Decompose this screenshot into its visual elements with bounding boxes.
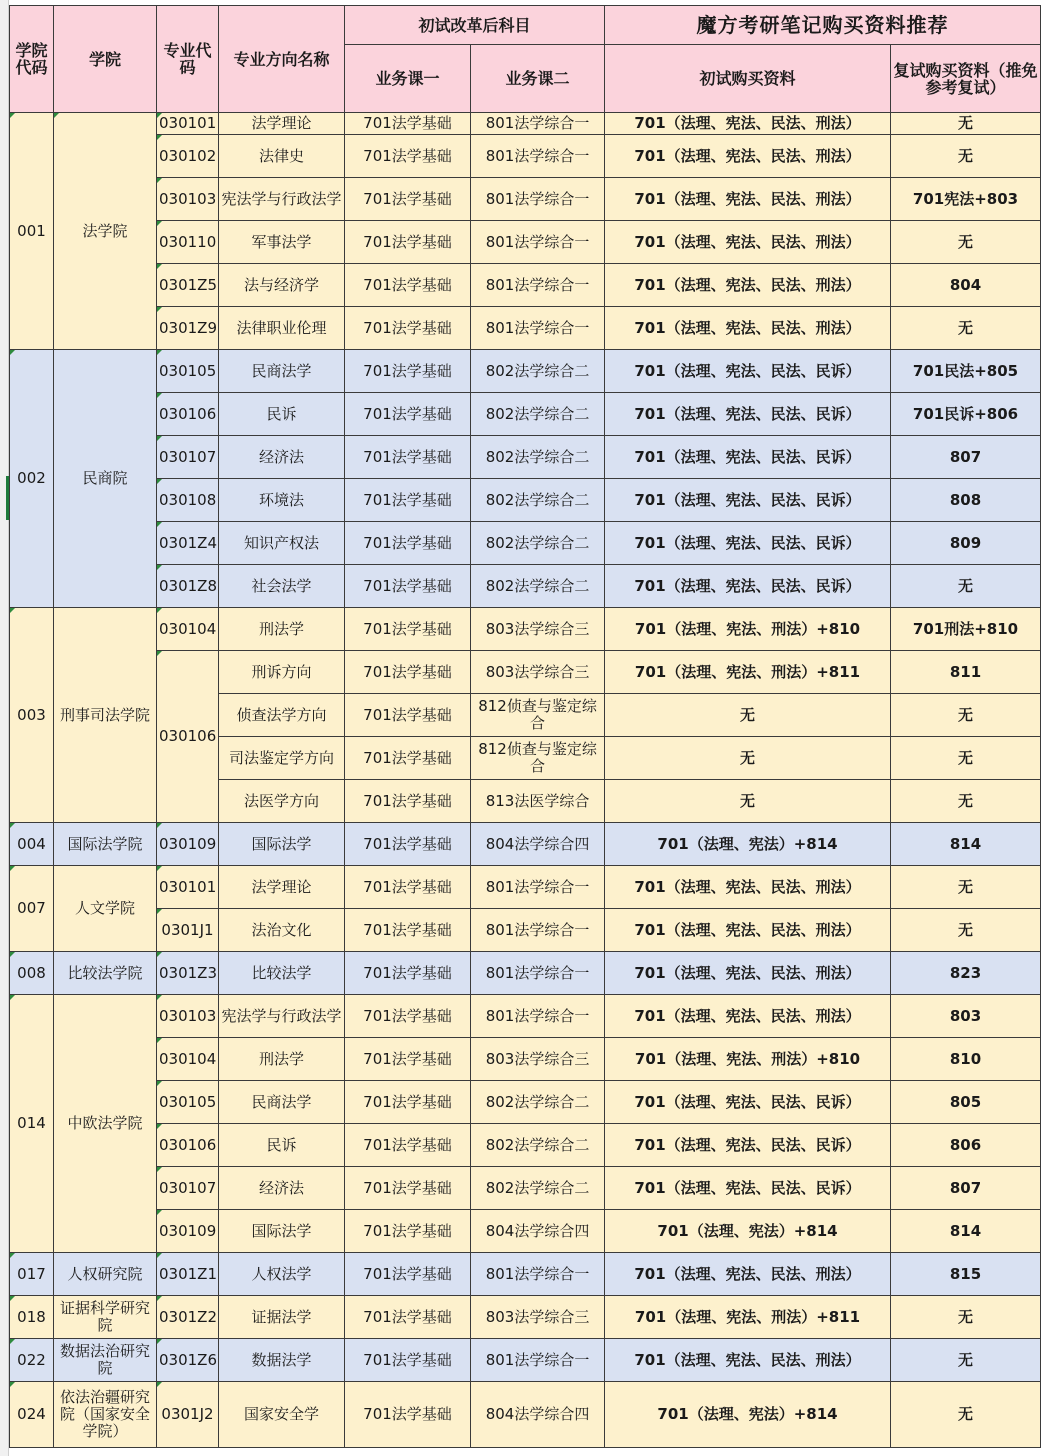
- prelim-cell[interactable]: 无: [605, 780, 891, 823]
- table-row: [10, 393, 1041, 436]
- course1-cell[interactable]: 701法学基础: [345, 1253, 471, 1296]
- major-code-cell[interactable]: 030103: [157, 178, 219, 221]
- major-code-cell[interactable]: 030106: [157, 1124, 219, 1167]
- retest-cell[interactable]: 无: [891, 221, 1041, 264]
- retest-cell[interactable]: 701刑法+810: [891, 608, 1041, 651]
- prelim-cell[interactable]: 701（法理、宪法、民法、刑法）: [605, 221, 891, 264]
- materials-table: [9, 5, 1041, 1448]
- college-name-cell[interactable]: 中欧法学院: [54, 995, 157, 1253]
- major-code-cell[interactable]: 030101: [157, 866, 219, 909]
- college-code-cell[interactable]: 008: [10, 952, 54, 995]
- major-name-cell[interactable]: 国际法学: [219, 823, 345, 866]
- retest-cell[interactable]: 无: [891, 737, 1041, 780]
- header-major-code: 专业代码: [157, 6, 219, 113]
- major-code-cell[interactable]: 0301Z6: [157, 1339, 219, 1382]
- college-code-cell[interactable]: 001: [10, 113, 54, 350]
- prelim-cell[interactable]: 701（法理、宪法）+814: [605, 1210, 891, 1253]
- header-college: 学院: [54, 6, 157, 113]
- table-row: [10, 436, 1041, 479]
- header-course1: 业务课一: [345, 45, 471, 113]
- course2-cell[interactable]: 803法学综合三: [471, 1038, 605, 1081]
- retest-cell[interactable]: 701民诉+806: [891, 393, 1041, 436]
- course2-cell[interactable]: 802法学综合二: [471, 1167, 605, 1210]
- course1-cell[interactable]: 701法学基础: [345, 823, 471, 866]
- major-code-cell[interactable]: 030105: [157, 1081, 219, 1124]
- major-name-cell[interactable]: 侦查法学方向: [219, 694, 345, 737]
- major-name-cell[interactable]: 法学理论: [219, 866, 345, 909]
- major-name-cell[interactable]: 国家安全学: [219, 1382, 345, 1448]
- retest-cell[interactable]: 823: [891, 952, 1041, 995]
- header-prelim-materials: 初试购买资料: [605, 45, 891, 113]
- prelim-cell[interactable]: 701（法理、宪法、民法、刑法）: [605, 866, 891, 909]
- prelim-cell[interactable]: 701（法理、宪法、民法、民诉）: [605, 1124, 891, 1167]
- retest-cell[interactable]: 无: [891, 113, 1041, 135]
- major-code-cell[interactable]: 0301Z1: [157, 1253, 219, 1296]
- table-row: [10, 1038, 1041, 1081]
- retest-cell[interactable]: 无: [891, 694, 1041, 737]
- college-code-cell[interactable]: 017: [10, 1253, 54, 1296]
- course1-cell[interactable]: 701法学基础: [345, 694, 471, 737]
- course1-cell[interactable]: 701法学基础: [345, 1038, 471, 1081]
- retest-cell[interactable]: 无: [891, 1382, 1041, 1448]
- major-code-cell[interactable]: 0301Z9: [157, 307, 219, 350]
- prelim-cell[interactable]: 701（法理、宪法、刑法）+810: [605, 1038, 891, 1081]
- college-code-cell[interactable]: 018: [10, 1296, 54, 1339]
- college-name-cell[interactable]: 依法治疆研究院（国家安全学院）: [54, 1382, 157, 1448]
- course1-cell[interactable]: 701法学基础: [345, 565, 471, 608]
- course1-cell[interactable]: 701法学基础: [345, 436, 471, 479]
- prelim-cell[interactable]: 701（法理、宪法、民法、民诉）: [605, 565, 891, 608]
- spreadsheet: [9, 5, 1041, 1448]
- prelim-cell[interactable]: 701（法理、宪法、民法、刑法）: [605, 178, 891, 221]
- retest-cell[interactable]: 814: [891, 823, 1041, 866]
- retest-cell[interactable]: 无: [891, 565, 1041, 608]
- retest-cell[interactable]: 815: [891, 1253, 1041, 1296]
- major-name-cell[interactable]: 民商法学: [219, 1081, 345, 1124]
- course1-cell[interactable]: 701法学基础: [345, 1296, 471, 1339]
- prelim-cell[interactable]: 无: [605, 737, 891, 780]
- major-code-cell[interactable]: 030105: [157, 350, 219, 393]
- college-code-cell[interactable]: 002: [10, 350, 54, 608]
- course2-cell[interactable]: 803法学综合三: [471, 608, 605, 651]
- course2-cell[interactable]: 812侦查与鉴定综合: [471, 694, 605, 737]
- major-name-cell[interactable]: 刑法学: [219, 608, 345, 651]
- prelim-cell[interactable]: 701（法理、宪法、民法、刑法）: [605, 307, 891, 350]
- major-name-cell[interactable]: 刑法学: [219, 1038, 345, 1081]
- course2-cell[interactable]: 801法学综合一: [471, 995, 605, 1038]
- course1-cell[interactable]: 701法学基础: [345, 995, 471, 1038]
- course2-cell[interactable]: 801法学综合一: [471, 264, 605, 307]
- course2-cell[interactable]: 804法学综合四: [471, 823, 605, 866]
- retest-cell[interactable]: 809: [891, 522, 1041, 565]
- course1-cell[interactable]: 701法学基础: [345, 866, 471, 909]
- major-name-cell[interactable]: 环境法: [219, 479, 345, 522]
- table-row: [10, 823, 1041, 866]
- major-code-cell[interactable]: 030107: [157, 1167, 219, 1210]
- table-row: [10, 1339, 1041, 1382]
- college-name-cell[interactable]: 比较法学院: [54, 952, 157, 995]
- course1-cell[interactable]: 701法学基础: [345, 1081, 471, 1124]
- college-code-cell[interactable]: 022: [10, 1339, 54, 1382]
- table-row: [10, 178, 1041, 221]
- course1-cell[interactable]: 701法学基础: [345, 952, 471, 995]
- table-row: [10, 350, 1041, 393]
- retest-cell[interactable]: 814: [891, 1210, 1041, 1253]
- major-code-cell[interactable]: 030107: [157, 436, 219, 479]
- course2-cell[interactable]: 802法学综合二: [471, 436, 605, 479]
- prelim-cell[interactable]: 701（法理、宪法）+814: [605, 823, 891, 866]
- course2-cell[interactable]: 801法学综合一: [471, 866, 605, 909]
- table-row: [10, 1210, 1041, 1253]
- course1-cell[interactable]: 701法学基础: [345, 307, 471, 350]
- course2-cell[interactable]: 801法学综合一: [471, 952, 605, 995]
- college-name-cell[interactable]: 国际法学院: [54, 823, 157, 866]
- prelim-cell[interactable]: 701（法理、宪法、民法、刑法）: [605, 995, 891, 1038]
- major-code-cell[interactable]: 0301Z2: [157, 1296, 219, 1339]
- major-name-cell[interactable]: 宪法学与行政法学: [219, 178, 345, 221]
- prelim-cell[interactable]: 701（法理、宪法、民法、刑法）: [605, 264, 891, 307]
- retest-cell[interactable]: 803: [891, 995, 1041, 1038]
- prelim-cell[interactable]: 701（法理、宪法）+814: [605, 1382, 891, 1448]
- retest-cell[interactable]: 805: [891, 1081, 1041, 1124]
- college-name-cell[interactable]: 民商院: [54, 350, 157, 608]
- course2-cell[interactable]: 803法学综合三: [471, 1296, 605, 1339]
- major-code-cell[interactable]: 030103: [157, 995, 219, 1038]
- course1-cell[interactable]: 701法学基础: [345, 113, 471, 135]
- college-name-cell[interactable]: 证据科学研究院: [54, 1296, 157, 1339]
- header-retest-materials: 复试购买资料（推免参考复试）: [891, 45, 1041, 113]
- table-row: [10, 1167, 1041, 1210]
- prelim-cell[interactable]: 701（法理、宪法、民法、民诉）: [605, 350, 891, 393]
- retest-cell[interactable]: 无: [891, 1296, 1041, 1339]
- prelim-cell[interactable]: 701（法理、宪法、民法、刑法）: [605, 952, 891, 995]
- table-row: [10, 909, 1041, 952]
- course2-cell[interactable]: 803法学综合三: [471, 651, 605, 694]
- course1-cell[interactable]: 701法学基础: [345, 264, 471, 307]
- retest-cell[interactable]: 701宪法+803: [891, 178, 1041, 221]
- major-code-cell[interactable]: 0301Z3: [157, 952, 219, 995]
- table-row: [10, 522, 1041, 565]
- college-name-cell[interactable]: 人文学院: [54, 866, 157, 952]
- prelim-cell[interactable]: 无: [605, 694, 891, 737]
- course1-cell[interactable]: 701法学基础: [345, 1382, 471, 1448]
- major-code-cell[interactable]: 030109: [157, 823, 219, 866]
- major-name-cell[interactable]: 司法鉴定学方向: [219, 737, 345, 780]
- course1-cell[interactable]: 701法学基础: [345, 178, 471, 221]
- table-row: [10, 565, 1041, 608]
- major-name-cell[interactable]: 国际法学: [219, 1210, 345, 1253]
- retest-cell[interactable]: 804: [891, 264, 1041, 307]
- retest-cell[interactable]: 807: [891, 1167, 1041, 1210]
- major-name-cell[interactable]: 军事法学: [219, 221, 345, 264]
- prelim-cell[interactable]: 701（法理、宪法、民法、民诉）: [605, 479, 891, 522]
- retest-cell[interactable]: 701民法+805: [891, 350, 1041, 393]
- table-row: [10, 651, 1041, 694]
- retest-cell[interactable]: 无: [891, 866, 1041, 909]
- major-code-cell[interactable]: 030108: [157, 479, 219, 522]
- major-name-cell[interactable]: 比较法学: [219, 952, 345, 995]
- prelim-cell[interactable]: 701（法理、宪法、民法、民诉）: [605, 393, 891, 436]
- table-row: [10, 307, 1041, 350]
- table-row: [10, 135, 1041, 178]
- college-code-cell[interactable]: 004: [10, 823, 54, 866]
- major-name-cell[interactable]: 民诉: [219, 1124, 345, 1167]
- course2-cell[interactable]: 802法学综合二: [471, 522, 605, 565]
- table-row: [10, 952, 1041, 995]
- retest-cell[interactable]: 808: [891, 479, 1041, 522]
- prelim-cell[interactable]: 701（法理、宪法、民法、刑法）: [605, 1253, 891, 1296]
- retest-cell[interactable]: 无: [891, 135, 1041, 178]
- table-row: [10, 1382, 1041, 1448]
- college-name-cell[interactable]: 数据法治研究院: [54, 1339, 157, 1382]
- table-row: [10, 113, 1041, 135]
- header-major-name: 专业方向名称: [219, 6, 345, 113]
- major-code-cell[interactable]: 0301J2: [157, 1382, 219, 1448]
- table-row: [10, 479, 1041, 522]
- course2-cell[interactable]: 802法学综合二: [471, 565, 605, 608]
- major-code-cell[interactable]: 030106: [157, 393, 219, 436]
- college-code-cell[interactable]: 003: [10, 608, 54, 823]
- retest-cell[interactable]: 无: [891, 780, 1041, 823]
- course1-cell[interactable]: 701法学基础: [345, 135, 471, 178]
- table-row: [10, 221, 1041, 264]
- major-code-cell[interactable]: 0301Z4: [157, 522, 219, 565]
- major-code-cell[interactable]: 0301Z5: [157, 264, 219, 307]
- course2-cell[interactable]: 801法学综合一: [471, 307, 605, 350]
- course1-cell[interactable]: 701法学基础: [345, 1124, 471, 1167]
- course2-cell[interactable]: 801法学综合一: [471, 909, 605, 952]
- prelim-cell[interactable]: 701（法理、宪法、刑法）+811: [605, 1296, 891, 1339]
- college-code-cell[interactable]: 024: [10, 1382, 54, 1448]
- prelim-cell[interactable]: 701（法理、宪法、民法、民诉）: [605, 1167, 891, 1210]
- major-name-cell[interactable]: 民商法学: [219, 350, 345, 393]
- course2-cell[interactable]: 802法学综合二: [471, 1124, 605, 1167]
- course2-cell[interactable]: 802法学综合二: [471, 479, 605, 522]
- header-exam-subjects: 初试改革后科目: [345, 6, 605, 45]
- course1-cell[interactable]: 701法学基础: [345, 350, 471, 393]
- prelim-cell[interactable]: 701（法理、宪法、民法、民诉）: [605, 436, 891, 479]
- course1-cell[interactable]: 701法学基础: [345, 1210, 471, 1253]
- course1-cell[interactable]: 701法学基础: [345, 221, 471, 264]
- major-name-cell[interactable]: 法律史: [219, 135, 345, 178]
- major-code-cell[interactable]: 030101: [157, 113, 219, 135]
- header-recommend-title: 魔方考研笔记购买资料推荐: [605, 6, 1041, 45]
- major-code-cell[interactable]: 030109: [157, 1210, 219, 1253]
- college-name-cell[interactable]: 刑事司法学院: [54, 608, 157, 823]
- table-row: [10, 608, 1041, 651]
- table-row: [10, 1296, 1041, 1339]
- major-name-cell[interactable]: 社会法学: [219, 565, 345, 608]
- retest-cell[interactable]: 无: [891, 1339, 1041, 1382]
- college-code-cell[interactable]: 007: [10, 866, 54, 952]
- course2-cell[interactable]: 804法学综合四: [471, 1210, 605, 1253]
- course1-cell[interactable]: 701法学基础: [345, 651, 471, 694]
- major-name-cell[interactable]: 经济法: [219, 1167, 345, 1210]
- course2-cell[interactable]: 813法医学综合: [471, 780, 605, 823]
- prelim-cell[interactable]: 701（法理、宪法、民法、刑法）: [605, 909, 891, 952]
- major-name-cell[interactable]: 民诉: [219, 393, 345, 436]
- college-code-cell[interactable]: 014: [10, 995, 54, 1253]
- course1-cell[interactable]: 701法学基础: [345, 1339, 471, 1382]
- course2-cell[interactable]: 802法学综合二: [471, 350, 605, 393]
- college-name-cell[interactable]: 人权研究院: [54, 1253, 157, 1296]
- college-name-cell[interactable]: 法学院: [54, 113, 157, 350]
- header-course2: 业务课二: [471, 45, 605, 113]
- course2-cell[interactable]: 801法学综合一: [471, 1339, 605, 1382]
- major-code-cell[interactable]: 0301Z8: [157, 565, 219, 608]
- retest-cell[interactable]: 807: [891, 436, 1041, 479]
- major-name-cell[interactable]: 刑诉方向: [219, 651, 345, 694]
- retest-cell[interactable]: 806: [891, 1124, 1041, 1167]
- course2-cell[interactable]: 801法学综合一: [471, 135, 605, 178]
- course1-cell[interactable]: 701法学基础: [345, 1167, 471, 1210]
- prelim-cell[interactable]: 701（法理、宪法、刑法）+810: [605, 608, 891, 651]
- major-code-cell[interactable]: 030104: [157, 1038, 219, 1081]
- course1-cell[interactable]: 701法学基础: [345, 479, 471, 522]
- course2-cell[interactable]: 802法学综合二: [471, 1081, 605, 1124]
- major-code-cell[interactable]: 030106: [157, 651, 219, 823]
- course2-cell[interactable]: 801法学综合一: [471, 1253, 605, 1296]
- course2-cell[interactable]: 812侦查与鉴定综合: [471, 737, 605, 780]
- major-code-cell[interactable]: 030110: [157, 221, 219, 264]
- retest-cell[interactable]: 810: [891, 1038, 1041, 1081]
- prelim-cell[interactable]: 701（法理、宪法、民法、民诉）: [605, 522, 891, 565]
- major-name-cell[interactable]: 人权法学: [219, 1253, 345, 1296]
- prelim-cell[interactable]: 701（法理、宪法、民法、民诉）: [605, 1081, 891, 1124]
- table-row: [10, 1081, 1041, 1124]
- retest-cell[interactable]: 无: [891, 307, 1041, 350]
- major-name-cell[interactable]: 法律职业伦理: [219, 307, 345, 350]
- course2-cell[interactable]: 801法学综合一: [471, 178, 605, 221]
- prelim-cell[interactable]: 701（法理、宪法、民法、刑法）: [605, 135, 891, 178]
- course2-cell[interactable]: 801法学综合一: [471, 113, 605, 135]
- major-name-cell[interactable]: 法学理论: [219, 113, 345, 135]
- course2-cell[interactable]: 804法学综合四: [471, 1382, 605, 1448]
- prelim-cell[interactable]: 701（法理、宪法、民法、刑法）: [605, 1339, 891, 1382]
- retest-cell[interactable]: 无: [891, 909, 1041, 952]
- table-row: [10, 1124, 1041, 1167]
- major-name-cell[interactable]: 证据法学: [219, 1296, 345, 1339]
- major-code-cell[interactable]: 030104: [157, 608, 219, 651]
- header-college-code: 学院代码: [10, 6, 54, 113]
- table-row: [10, 866, 1041, 909]
- table-row: [10, 995, 1041, 1038]
- major-name-cell[interactable]: 法医学方向: [219, 780, 345, 823]
- major-code-cell[interactable]: 030102: [157, 135, 219, 178]
- course1-cell[interactable]: 701法学基础: [345, 393, 471, 436]
- major-name-cell[interactable]: 数据法学: [219, 1339, 345, 1382]
- course1-cell[interactable]: 701法学基础: [345, 522, 471, 565]
- major-code-cell[interactable]: 0301J1: [157, 909, 219, 952]
- major-name-cell[interactable]: 宪法学与行政法学: [219, 995, 345, 1038]
- major-name-cell[interactable]: 法治文化: [219, 909, 345, 952]
- sheet-row-gutter: [0, 0, 9, 1456]
- major-name-cell[interactable]: 法与经济学: [219, 264, 345, 307]
- major-name-cell[interactable]: 经济法: [219, 436, 345, 479]
- course1-cell[interactable]: 701法学基础: [345, 780, 471, 823]
- prelim-cell[interactable]: 701（法理、宪法、民法、刑法）: [605, 113, 891, 135]
- course2-cell[interactable]: 801法学综合一: [471, 221, 605, 264]
- retest-cell[interactable]: 811: [891, 651, 1041, 694]
- course1-cell[interactable]: 701法学基础: [345, 737, 471, 780]
- course2-cell[interactable]: 802法学综合二: [471, 393, 605, 436]
- major-name-cell[interactable]: 知识产权法: [219, 522, 345, 565]
- table-row: [10, 264, 1041, 307]
- course1-cell[interactable]: 701法学基础: [345, 909, 471, 952]
- prelim-cell[interactable]: 701（法理、宪法、刑法）+811: [605, 651, 891, 694]
- table-row: [10, 1253, 1041, 1296]
- course1-cell[interactable]: 701法学基础: [345, 608, 471, 651]
